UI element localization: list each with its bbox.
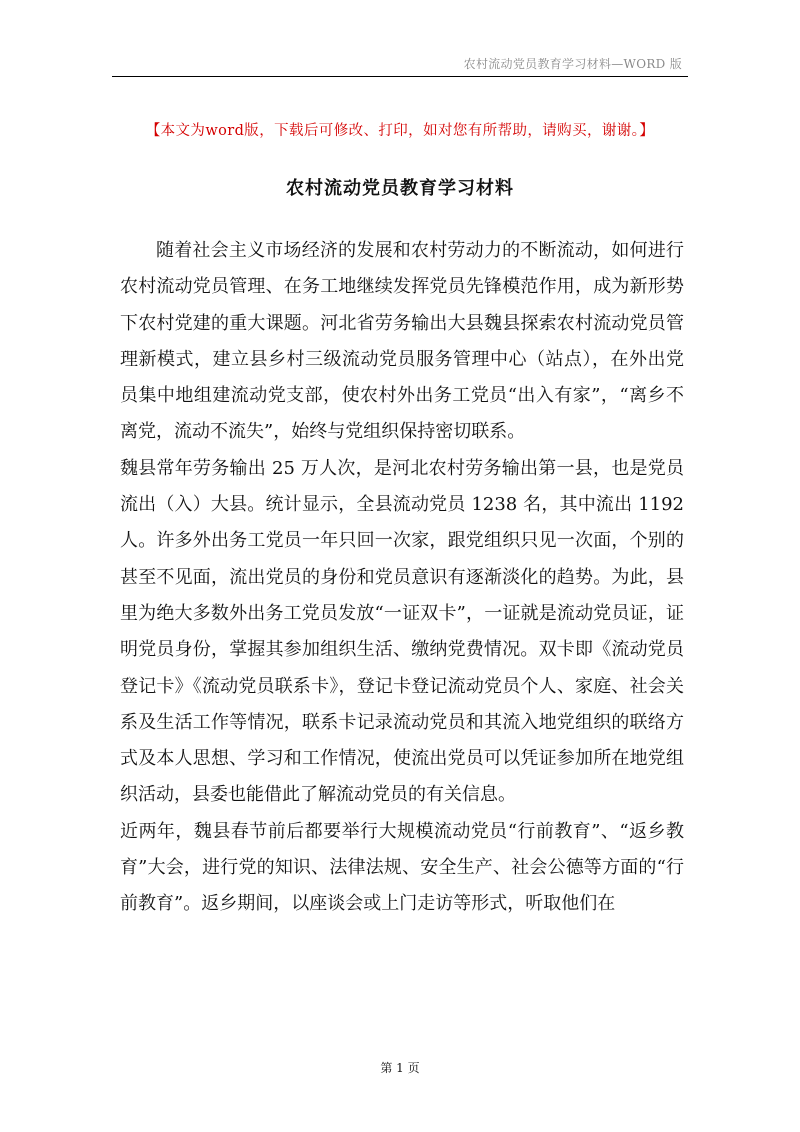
- paragraph: 魏县常年劳务输出 25 万人次，是河北农村劳务输出第一县，也是党员流出（入）大县。统计显示，全县流动党员 1238 名，其中流出 1192 人。许多外出务工党员一年只回一次家，跟党组织只见一次面，个别的甚至不见面，流出党员的身份和党员意识有逐渐淡化的趋势。为此，县里为绝大多数外出务工党员发放“一证双卡”，一证就是流动党员证，证明党员身份，掌握其参加组织生活、缴纳党费情况。双卡即《流动党员登记卡》《流动党员联系卡》，登记卡登记流动党员个人、家庭、社会关系及生活工作等情况，联系卡记录流动党员和其流入地党组织的联络方式及本人思想、学习和工作情况，使流出党员可以凭证参加所在地党组织活动，县委也能借此了解流动党员的有关信息。: [120, 457, 684, 806]
- header-divider: [112, 76, 688, 77]
- document-title: 农村流动党员教育学习材料: [286, 178, 514, 199]
- page-number: 第 1 页: [380, 1061, 420, 1075]
- download-notice: 【本文为word版，下载后可修改、打印，如对您有所帮助，请购买，谢谢。】: [145, 123, 655, 139]
- paragraph: 随着社会主义市场经济的发展和农村劳动力的不断流动，如何进行农村流动党员管理、在务工地继续发挥党员先锋模范作用，成为新形势下农村党建的重大课题。河北省劳务输出大县魏县探索农村流动党员管理新模式，建立县乡村三级流动党员服务管理中心（站点），在外出党员集中地组建流动党支部，使农村外出务工党员“出入有家”，“离乡不离党，流动不流失”，始终与党组织保持密切联系。: [120, 240, 684, 443]
- running-header: 农村流动党员教育学习材料—WORD 版: [463, 57, 682, 71]
- document-body: [120, 233, 684, 923]
- paragraph: 近两年，魏县春节前后都要举行大规模流动党员“行前教育”、“返乡教育”大会，进行党的知识、法律法规、安全生产、社会公德等方面的“行前教育”。返乡期间，以座谈会或上门走访等形式，听取他们在: [120, 820, 684, 915]
